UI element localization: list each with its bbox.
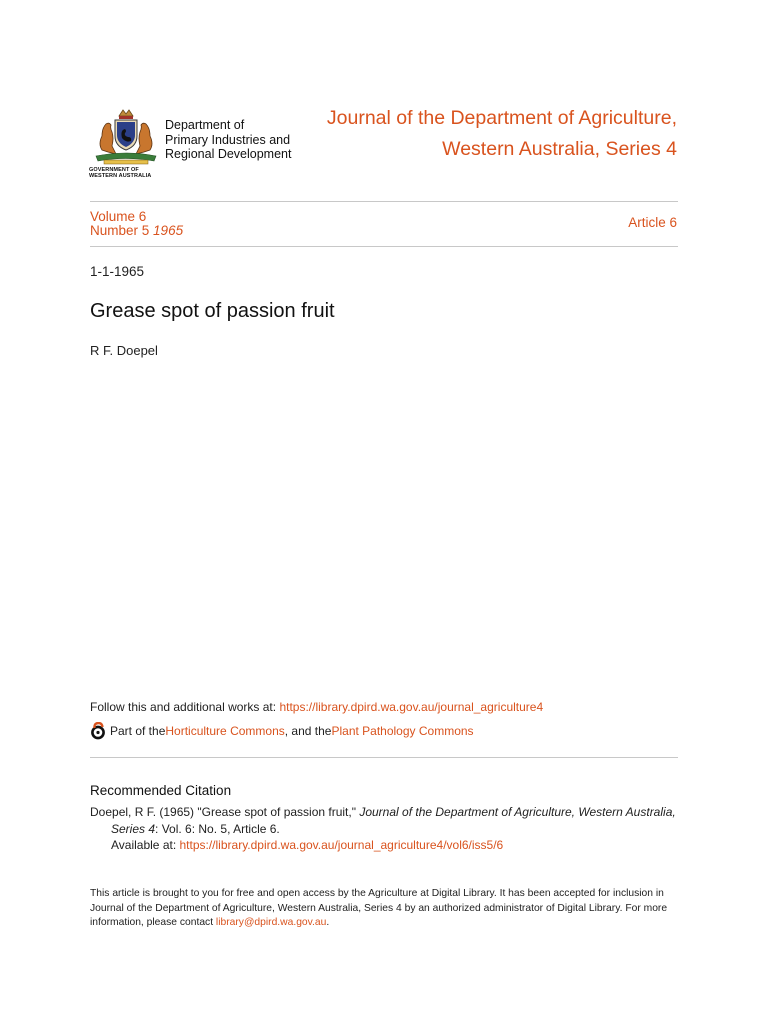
divider xyxy=(90,757,678,758)
article-label[interactable]: Article 6 xyxy=(628,215,677,230)
government-of-wa-label xyxy=(89,167,151,179)
number-text[interactable]: Number 5 xyxy=(90,223,150,238)
citation-link[interactable]: https://library.dpird.wa.gov.au/journal_agriculture4/vol6/iss5/6 xyxy=(179,838,504,852)
access-notice-end: . xyxy=(326,917,330,928)
and-the-text: , and the xyxy=(284,724,332,738)
follow-prefix: Follow this and additional works at: xyxy=(90,700,280,714)
contact-email-link[interactable]: library@dpird.wa.gov.au xyxy=(215,917,327,928)
citation-series: Series 4 xyxy=(111,821,156,836)
logo-line-1: Department of xyxy=(165,118,245,132)
wa-coat-of-arms-logo xyxy=(90,106,162,170)
recommended-citation-heading: Recommended Citation xyxy=(90,783,232,798)
article-author: R F. Doepel xyxy=(90,343,158,358)
access-notice-text: This article is brought to you for free and open access by the Agriculture at Digital Library. It has been accepted for inclusion in Journal of the Department of Agriculture, Western Australia, Series 4 by an authorized administrator of Digital Library. For more information, please contact xyxy=(90,888,668,928)
part-of-line xyxy=(90,722,474,740)
article-title: Grease spot of passion fruit xyxy=(90,300,335,322)
publication-date: 1-1-1965 xyxy=(90,264,145,279)
journal-title[interactable] xyxy=(257,103,677,165)
citation-block xyxy=(90,804,702,854)
year-text[interactable]: 1965 xyxy=(153,223,184,238)
follow-link[interactable]: https://library.dpird.wa.gov.au/journal_agriculture4 xyxy=(279,700,544,714)
citation-text-rest: : Vol. 6: No. 5, Article 6. xyxy=(155,821,280,836)
plant-pathology-commons-link[interactable]: Plant Pathology Commons xyxy=(331,724,474,738)
number-label[interactable] xyxy=(90,224,183,238)
citation-line-2 xyxy=(90,821,702,838)
access-notice xyxy=(90,887,690,931)
journal-title-line-2[interactable]: Western Australia, Series 4 xyxy=(442,138,677,160)
logo-line-3: Regional Development xyxy=(165,147,292,161)
journal-title-line-1[interactable]: Journal of the Department of Agriculture, xyxy=(326,107,677,129)
horticulture-commons-link[interactable]: Horticulture Commons xyxy=(165,724,285,738)
citation-line-3 xyxy=(90,837,702,854)
part-of-prefix: Part of the xyxy=(110,724,166,738)
open-access-icon xyxy=(90,722,107,740)
gov-line-1: GOVERNMENT OF xyxy=(89,167,139,173)
citation-journal: Journal of the Department of Agriculture, Western Australia, xyxy=(359,805,676,819)
citation-line-1 xyxy=(90,804,702,821)
divider xyxy=(90,246,678,247)
divider xyxy=(90,201,678,202)
gov-line-2: WESTERN AUSTRALIA xyxy=(89,173,152,179)
available-prefix: Available at: xyxy=(111,838,180,852)
citation-text-start: Doepel, R F. (1965) "Grease spot of passion fruit," xyxy=(90,805,360,819)
volume-info[interactable] xyxy=(90,210,183,238)
logo-line-2: Primary Industries and xyxy=(165,132,291,147)
follow-line xyxy=(90,700,543,714)
volume-label[interactable]: Volume 6 xyxy=(90,209,147,224)
